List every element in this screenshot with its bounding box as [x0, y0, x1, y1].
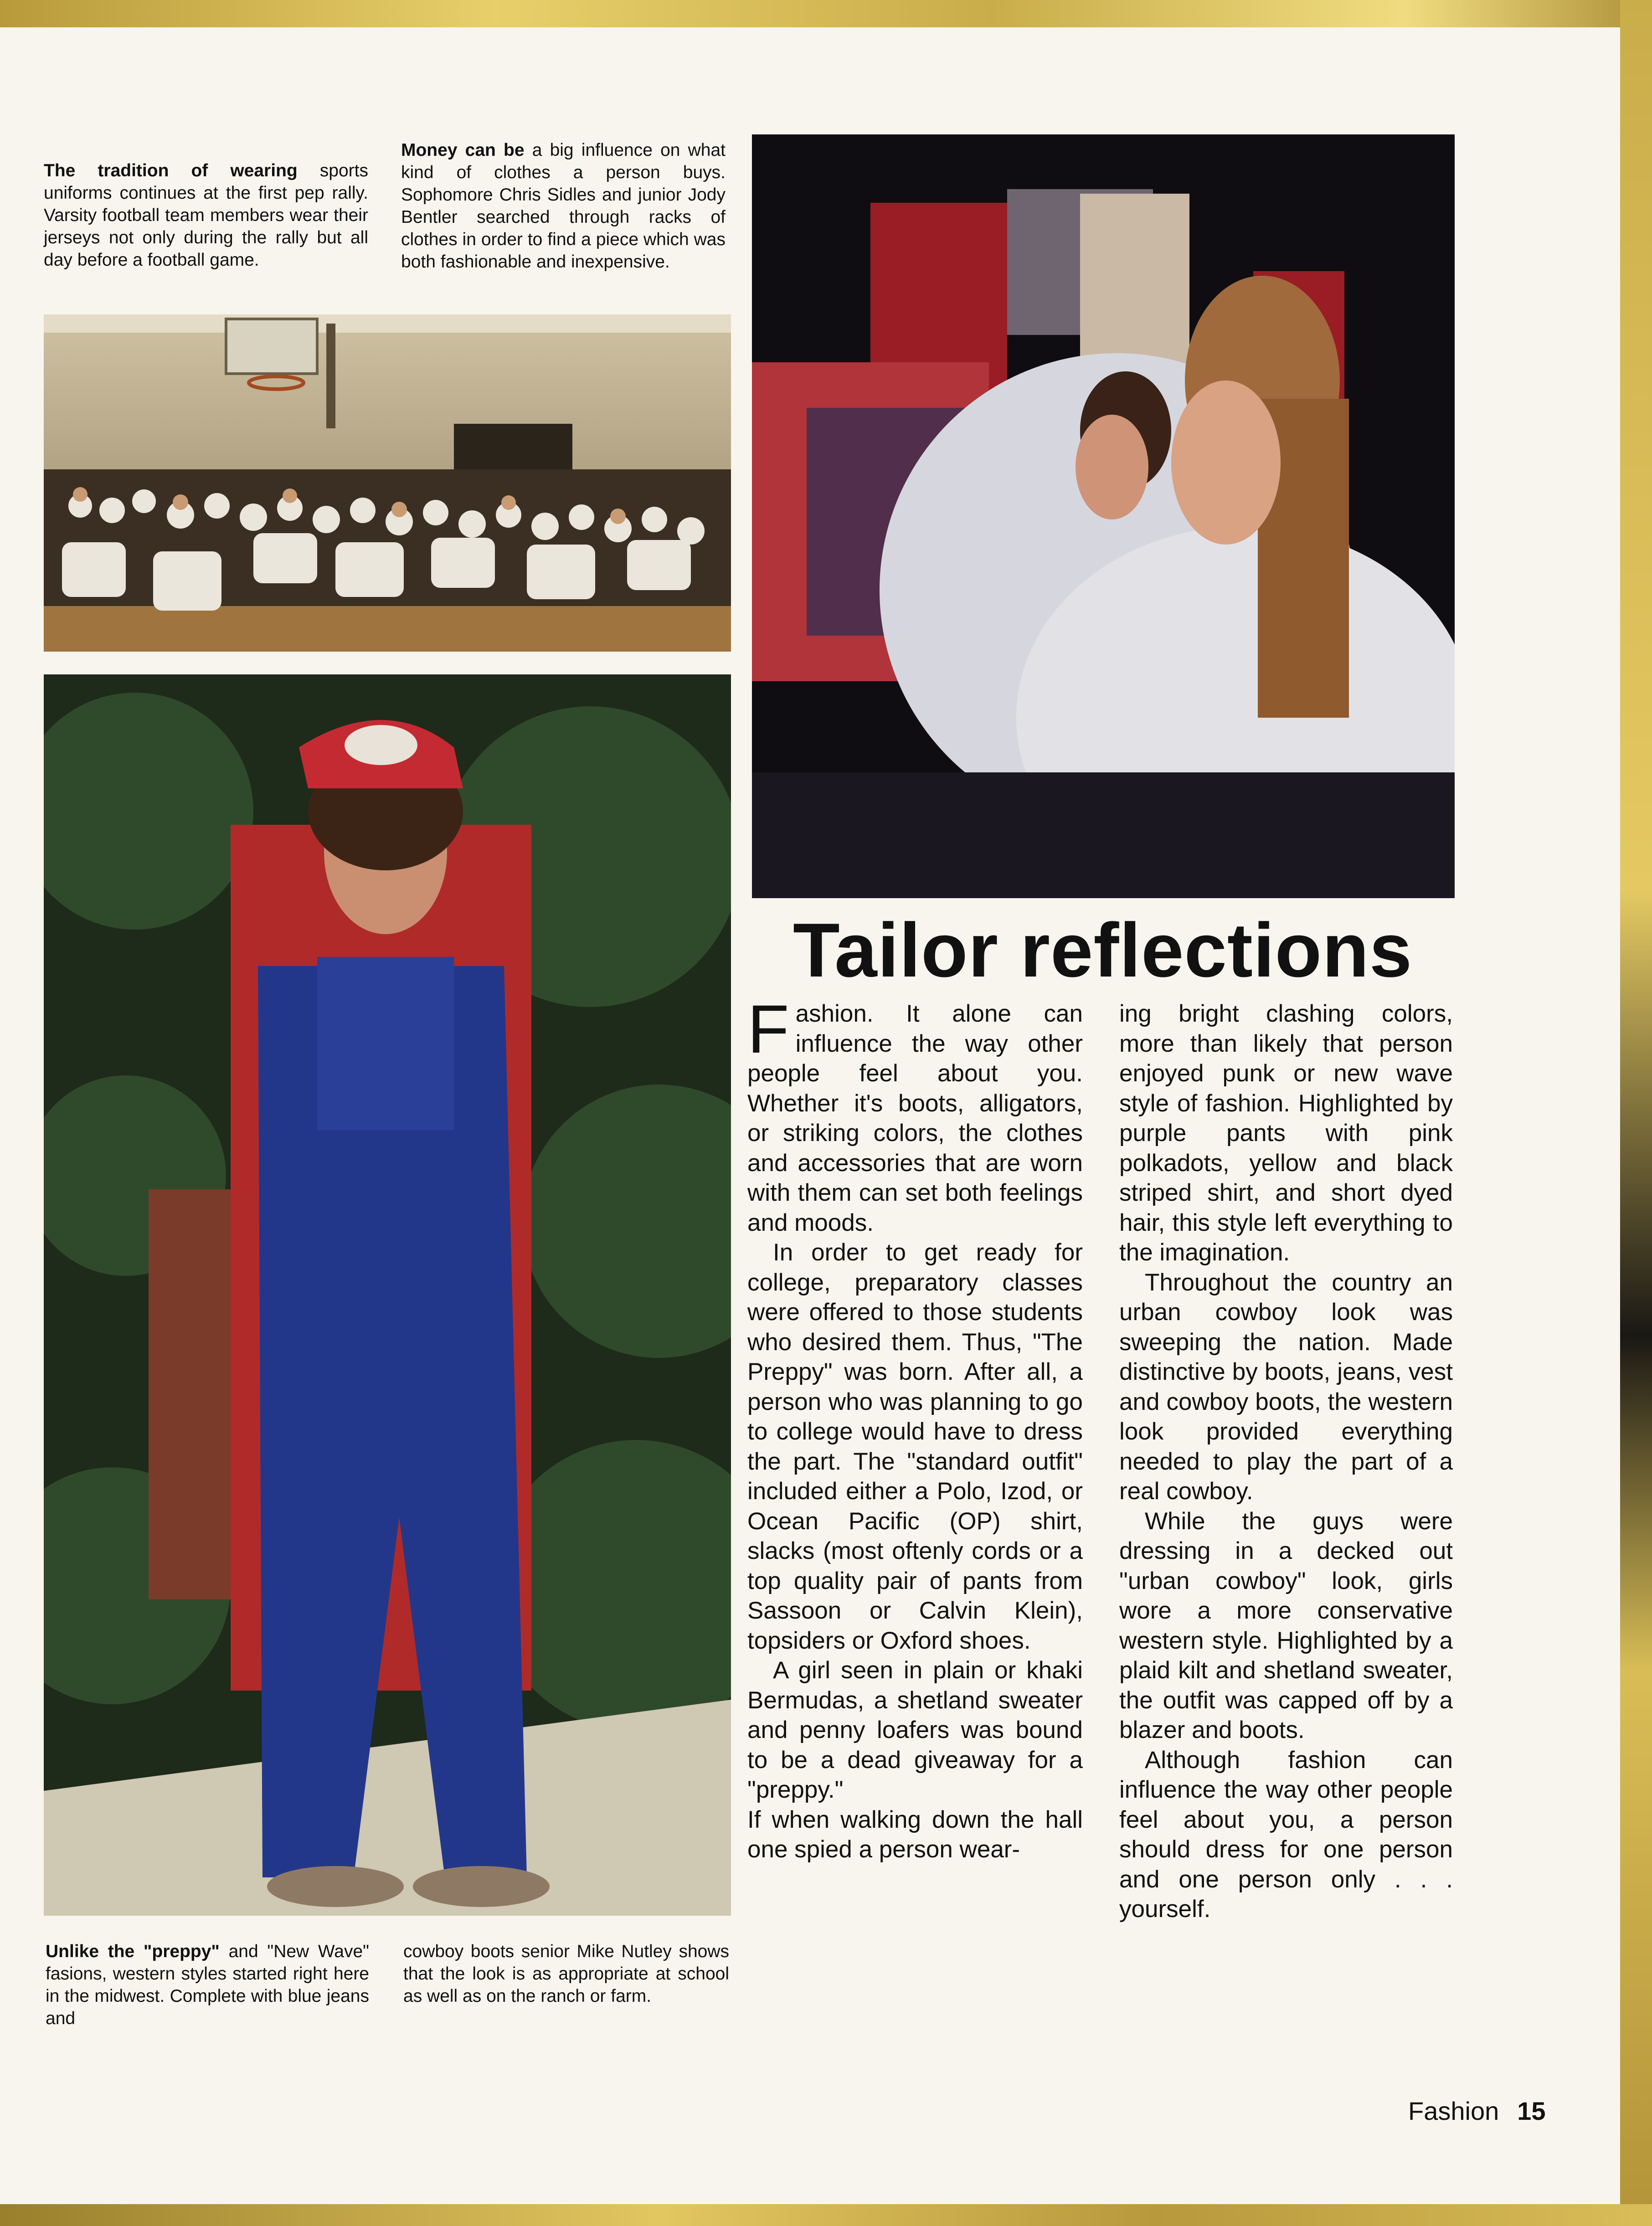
caption-text: cowboy boots senior Mike Nutley shows that the look is as appropriate at school as well as on the ranch or farm.	[403, 1942, 729, 2006]
gym-photo-caption	[44, 159, 368, 271]
folio-section: Fashion	[1408, 2097, 1499, 2125]
caption-lead: The tradition of wearing	[44, 161, 298, 180]
article-column-2	[1119, 999, 1453, 1924]
shopping-photo-caption	[401, 139, 726, 273]
article-paragraph: Although fashion can influence the way other people feel about you, a person should dress for one person and one person only . . . yourself.	[1119, 1746, 1453, 1923]
caption-text: and "New Wave" fasions, western styles started right here in the midwest. Complete with blue jeans and	[46, 1942, 369, 2028]
overalls-photo	[44, 674, 731, 1916]
overalls-photo-caption-left	[46, 1940, 369, 2030]
pep-rally-photo	[44, 314, 731, 652]
page-edge-top	[0, 0, 1652, 27]
caption-text: sports uniforms continues at the first pep rally. Varsity football team members wear their jerseys not only during the rally but all day before a football game.	[44, 161, 368, 270]
article-paragraph: Throughout the country an urban cowboy look was sweeping the nation. Made distinctive by boots, jeans, vest and cowboy boots, the western look provided everything needed to play the part of a real cowboy.	[1119, 1269, 1453, 1505]
article-paragraph: ing bright clashing colors, more than likely that person enjoyed punk or new wave style of fashion. Highlighted by purple pants with pink polkadots, yellow and black striped shirt, and short dyed hair, this style left everything to the imagination.	[1119, 1000, 1453, 1266]
page-number: 15	[1517, 2097, 1546, 2125]
drop-cap: F	[747, 991, 789, 1067]
article-headline: Tailor reflections	[793, 907, 1413, 993]
article-paragraph: A girl seen in plain or khaki Bermudas, a shetland sweater and penny loafers was bound to be a dead giveaway for a "preppy."	[747, 1657, 1083, 1803]
article-paragraph: In order to get ready for college, preparatory classes were offered to those students who desired them. Thus, "The Preppy" was born. After all, a person who was planning to go to college would have to dress the part. The "standard outfit" included either a Polo, Izod, or Ocean Pacific (OP) shirt, slacks (most oftenly cords or a top quality pair of pants from Sassoon or Calvin Klein), topsiders or Oxford shoes.	[747, 1239, 1083, 1654]
page-folio	[1408, 2096, 1546, 2126]
page-edge-bottom	[0, 2204, 1652, 2226]
article-paragraph: If when walking down the hall one spied a person wear-	[747, 1806, 1083, 1863]
caption-lead: Unlike the "preppy"	[46, 1942, 220, 1961]
page-edge-right	[1620, 0, 1652, 2226]
overalls-photo-caption-right	[403, 1940, 729, 2007]
caption-text: a big influence on what kind of clothes a person buys. Sophomore Chris Sidles and junior Jody Bentler searched through racks of clothes in order to find a piece which was both fashionable and inexpensive.	[401, 140, 726, 272]
article-paragraph: While the guys were dressing in a decked out "urban cowboy" look, girls wore a more conservative western style. Highlighted by a plaid kilt and shetland sweater, the outfit was capped off by a blazer and boots.	[1119, 1507, 1453, 1743]
caption-lead: Money can be	[401, 140, 525, 160]
article-paragraph: Fashion. It alone can influence the way other people feel about you. Whether it's boots, alligators, or striking colors, the clothes and accessories that are worn with them can set both feelings and moods.	[747, 991, 1083, 1236]
shopping-photo	[752, 134, 1455, 898]
article-column-1	[747, 991, 1083, 1865]
